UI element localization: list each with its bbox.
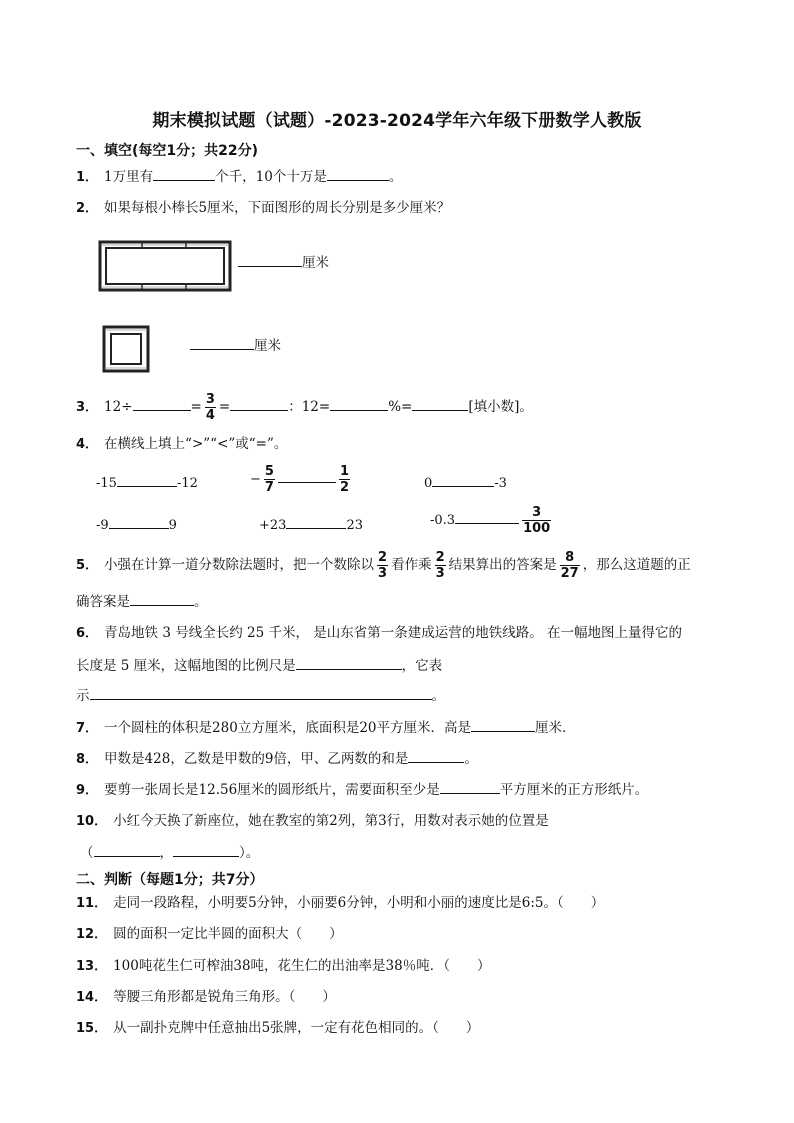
fraction: $\frac{3}{4}$	[205, 392, 215, 423]
question-8: 8． 甲数是428，乙数是甲数的9倍，甲、乙两数的和是 。	[76, 751, 478, 767]
question-7: 7． 一个圆柱的体积是280立方厘米，底面积是20平方厘米．高是 厘米．	[76, 720, 576, 736]
question-number: 2．	[76, 201, 99, 216]
answer-blank[interactable]	[173, 843, 239, 857]
question-12: 12． 圆的面积一定比半圆的面积大（ ）	[76, 926, 343, 942]
question-15: 15． 从一副扑克牌中任意抽出5张牌，一定有花色相同的。（ ）	[76, 1020, 480, 1036]
fraction: $\frac{8}{27}$	[560, 550, 579, 581]
question-number: 9．	[76, 783, 99, 798]
perimeter-answer-2: 厘米	[190, 336, 281, 355]
fraction: $\frac{1}{2}$	[339, 464, 349, 495]
answer-blank[interactable]	[296, 656, 402, 670]
answer-blank[interactable]	[327, 167, 389, 181]
compare-item: -15 -12	[96, 473, 198, 493]
answer-blank[interactable]	[94, 843, 160, 857]
question-number: 13．	[76, 959, 108, 974]
question-number: 6．	[76, 626, 99, 641]
page-title: 期末模拟试题（试题）-2023-2024学年六年级下册数学人教版	[152, 111, 642, 131]
compare-item: -0.3 $\frac{3}{100}$	[430, 505, 551, 536]
question-number: 3．	[76, 400, 99, 415]
section-fill-in-heading: 一、填空(每空1分；共22分)	[76, 143, 259, 159]
question-13: 13． 100吨花生仁可榨油38吨，花生仁的出油率是38％吨．（ ）	[76, 958, 491, 974]
question-6: 6． 青岛地铁 3 号线全长约 25 千米， 是山东省第一条建成运营的地铁线路。 在一幅地图上量得它的	[76, 625, 683, 641]
question-14: 14． 等腰三角形都是锐角三角形。（ ）	[76, 989, 336, 1005]
compare-item: +23 23	[259, 515, 363, 535]
perimeter-answer-1: 厘米	[238, 253, 329, 272]
question-number: 11．	[76, 896, 108, 911]
answer-blank[interactable]	[286, 515, 346, 529]
answer-blank[interactable]	[109, 515, 169, 529]
answer-blank[interactable]	[133, 397, 191, 411]
answer-blank[interactable]	[330, 397, 388, 411]
question-number: 7．	[76, 721, 99, 736]
question-5: 5． 小强在计算一道分数除法题时，把一个数除以 $\frac{2}{3}$ 看作乘 $\frac{2}{3}$ 结果算出的答案是 $\frac{8}{27}$ ，那么这道题的正	[76, 550, 691, 581]
answer-blank[interactable]	[432, 473, 494, 487]
compare-item: 0 -3	[424, 473, 507, 493]
section-judge-heading: 二、判断（每题1分；共7分）	[76, 872, 264, 888]
question-number: 15．	[76, 1021, 108, 1036]
answer-blank[interactable]	[117, 473, 177, 487]
question-number: 4．	[76, 437, 99, 452]
question-number: 5．	[76, 558, 99, 573]
stick-square-figure	[102, 325, 150, 373]
question-2: 2． 如果每根小棒长5厘米，下面图形的周长分别是多少厘米？	[76, 200, 451, 216]
question-5-line2: 确答案是 。	[76, 594, 208, 610]
question-6-line2: 长度是 5 厘米，这幅地图的比例尺是 ，它表	[76, 658, 443, 674]
answer-blank[interactable]	[455, 510, 519, 524]
stick-rectangle-figure	[98, 240, 234, 294]
question-10-line2: （ ， ）。	[80, 845, 260, 861]
question-11: 11． 走同一段路程，小明要5分钟，小丽要6分钟，小明和小丽的速度比是6:5。（ ）	[76, 895, 605, 911]
question-number: 14．	[76, 990, 108, 1005]
question-1: 1． 1万里有 个千，10个十万是 。	[76, 169, 403, 185]
question-10: 10． 小红今天换了新座位，她在教室的第2列，第3行，用数对表示她的位置是	[76, 813, 549, 829]
answer-blank[interactable]	[190, 336, 254, 350]
answer-blank[interactable]	[153, 167, 215, 181]
question-3: 3． 12÷ = $\frac{3}{4}$ = ：12= %= [填小数]。	[76, 392, 533, 423]
question-number: 1．	[76, 170, 99, 185]
compare-item: − $\frac{5}{7}$ $\frac{1}{2}$	[250, 464, 349, 495]
question-6-line3: 示 。	[76, 688, 445, 704]
answer-blank[interactable]	[90, 686, 432, 700]
answer-blank[interactable]	[471, 718, 535, 732]
fraction: $\frac{3}{100}$	[523, 505, 551, 536]
answer-blank[interactable]	[238, 253, 302, 267]
answer-blank[interactable]	[440, 780, 500, 794]
question-9: 9． 要剪一张周长是12.56厘米的圆形纸片，需要面积至少是 平方厘米的正方形纸片。	[76, 782, 649, 798]
answer-blank[interactable]	[130, 592, 194, 606]
fraction: $\frac{2}{3}$	[378, 550, 388, 581]
answer-blank[interactable]	[230, 397, 288, 411]
fraction: $\frac{5}{7}$	[264, 464, 274, 495]
question-number: 12．	[76, 927, 108, 942]
question-number: 10．	[76, 814, 108, 829]
fraction: $\frac{2}{3}$	[435, 550, 445, 581]
answer-blank[interactable]	[408, 749, 464, 763]
question-4: 4． 在横线上填上“>”“<”或“=”。	[76, 436, 288, 452]
answer-blank[interactable]	[278, 469, 336, 483]
compare-item: -9 9	[96, 515, 177, 535]
answer-blank[interactable]	[412, 397, 468, 411]
question-number: 8．	[76, 752, 99, 767]
